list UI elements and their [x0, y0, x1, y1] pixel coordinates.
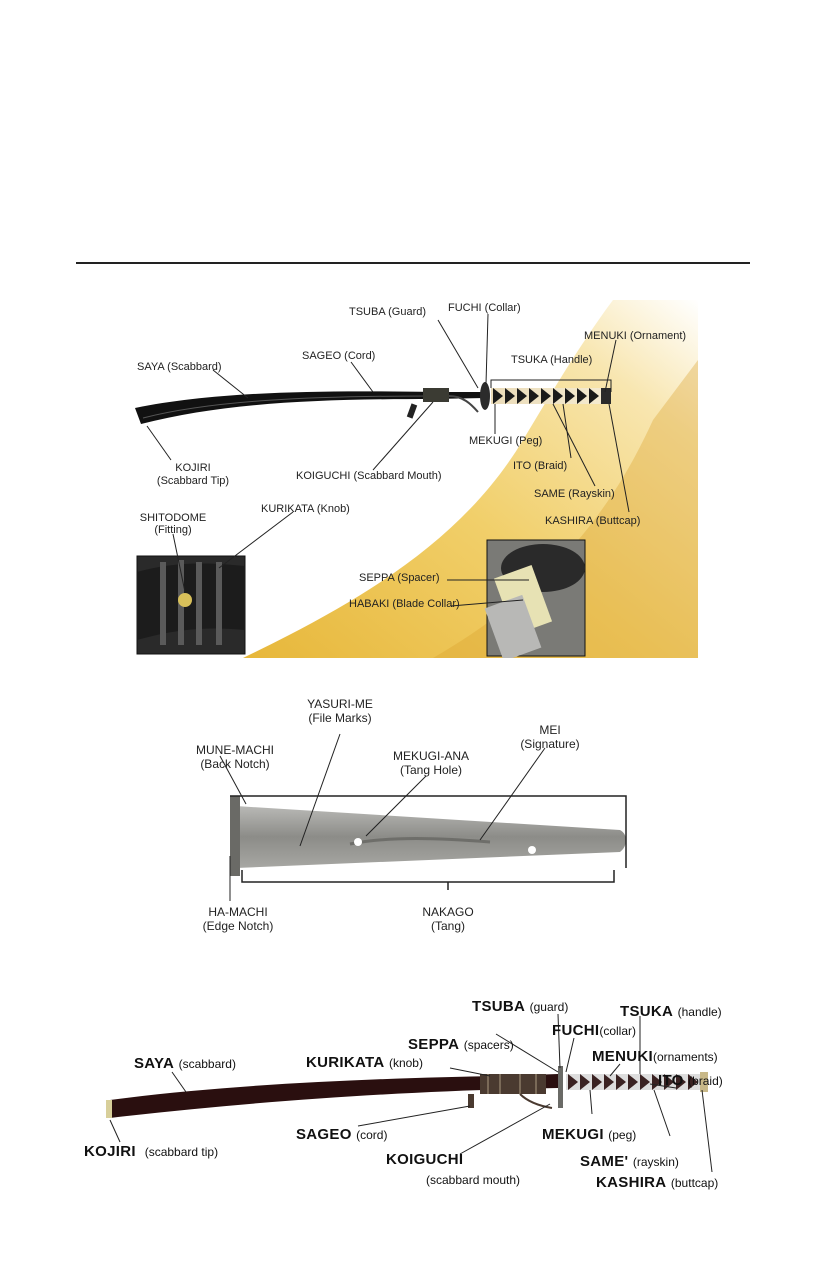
- label-nakago-sub: (Tang): [430, 919, 465, 933]
- nakago-tang-diagram: [190, 696, 636, 942]
- label-yasurime: YASURI-ME: [307, 697, 373, 711]
- label-mekugiana-sub: (Tang Hole): [399, 763, 463, 777]
- label-kojiri: KOJIRI: [175, 462, 211, 474]
- label-saya: SAYA (Scabbard): [137, 361, 222, 373]
- label-sageo: SAGEO (Cord): [302, 350, 376, 362]
- label-3-saya: SAYA (scabbard): [134, 1055, 236, 1072]
- label-3-tsuka: TSUKA (handle): [620, 1003, 722, 1020]
- label-kashira: KASHIRA (Buttcap): [545, 515, 641, 527]
- label-3-kurikata: KURIKATA (knob): [306, 1054, 423, 1071]
- label-koiguchi: KOIGUCHI (Scabbard Mouth): [296, 470, 442, 482]
- label-munemachi-sub: (Back Notch): [200, 757, 270, 771]
- katana-parts-diagram-2: [80, 994, 740, 1198]
- label-ito: ITO (Braid): [513, 460, 568, 472]
- label-mei: MEI: [539, 723, 561, 737]
- label-3-kojiri: KOJIRI (scabbard tip): [84, 1143, 219, 1160]
- label-habaki: HABAKI (Blade Collar): [349, 598, 460, 610]
- label-yasurime-sub: (File Marks): [308, 711, 372, 725]
- katana-parts-diagram-1: [133, 300, 698, 658]
- label-3-tsuba: TSUBA (guard): [472, 998, 569, 1015]
- label-menuki: MENUKI (Ornament): [584, 330, 687, 342]
- label-hamachi: HA-MACHI: [208, 905, 268, 919]
- label-fuchi: FUCHI (Collar): [448, 302, 521, 314]
- label-nakago: NAKAGO: [422, 905, 474, 919]
- label-3-koiguchi-sub: (scabbard mouth): [426, 1173, 521, 1187]
- label-3-ito: ITO (braid): [658, 1072, 723, 1089]
- label-seppa: SEPPA (Spacer): [359, 572, 440, 584]
- label-hamachi-sub: (Edge Notch): [202, 919, 274, 933]
- label-mekugiana: MEKUGI-ANA: [392, 749, 469, 763]
- label-3-seppa: SEPPA (spacers): [408, 1036, 514, 1053]
- label-3-same: SAME' (rayskin): [580, 1153, 679, 1170]
- label-kojiri-sub: (Scabbard Tip): [156, 475, 230, 487]
- label-mei-sub: (Signature): [520, 737, 580, 751]
- label-shitodome: SHITODOME: [139, 512, 207, 524]
- label-kurikata: KURIKATA (Knob): [261, 503, 350, 515]
- label-same: SAME (Rayskin): [534, 488, 615, 500]
- label-shitodome-sub: (Fitting): [154, 524, 192, 536]
- label-3-koiguchi: KOIGUCHI: [386, 1151, 464, 1168]
- horizontal-rule: [76, 262, 750, 264]
- label-tsuka: TSUKA (Handle): [511, 354, 593, 366]
- label-tsuba: TSUBA (Guard): [349, 306, 427, 318]
- label-3-mekugi: MEKUGI (peg): [542, 1126, 637, 1143]
- label-mekugi: MEKUGI (Peg): [469, 435, 543, 447]
- label-3-fuchi: FUCHI(collar): [552, 1022, 636, 1039]
- label-3-kashira: KASHIRA (buttcap): [596, 1174, 719, 1191]
- label-munemachi: MUNE-MACHI: [196, 743, 274, 757]
- label-3-menuki: MENUKI(ornaments): [592, 1048, 718, 1065]
- label-3-sageo: SAGEO (cord): [296, 1126, 388, 1143]
